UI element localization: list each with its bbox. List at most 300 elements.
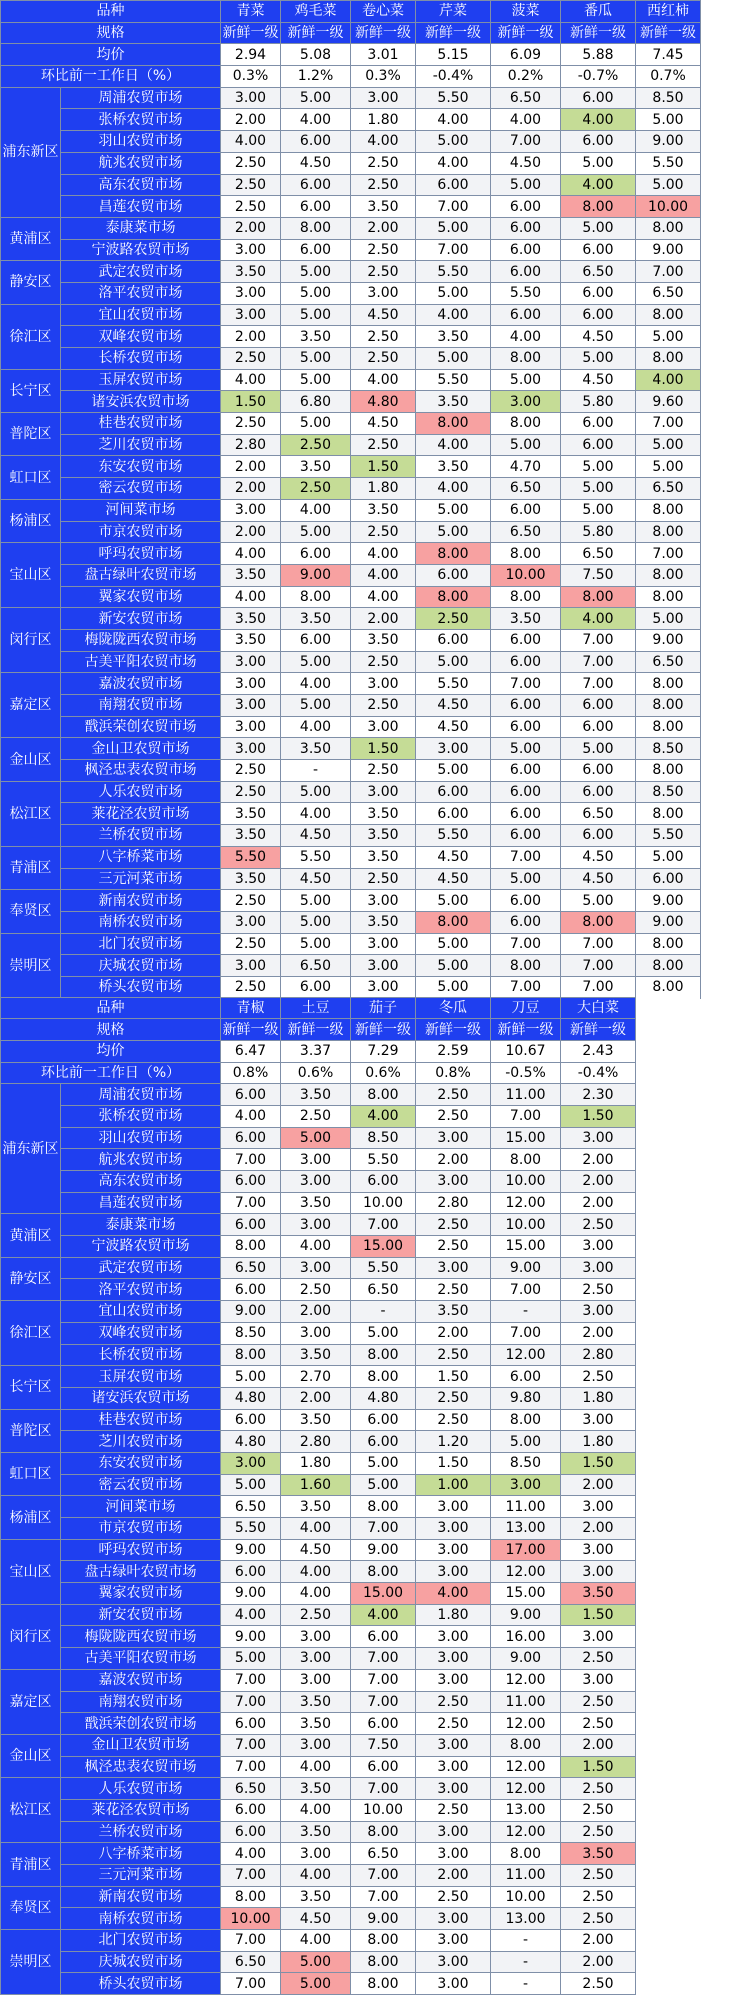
district-name: 徐汇区 <box>1 304 61 369</box>
price-cell: 6.00 <box>221 1799 281 1821</box>
price-cell: 3.00 <box>416 1626 491 1648</box>
blank-cell <box>636 1561 701 1583</box>
spec-value: 新鲜一级 <box>416 1019 491 1041</box>
table-row <box>1 499 701 521</box>
price-cell: 8.00 <box>491 1149 561 1171</box>
price-cell: 5.50 <box>416 261 491 283</box>
blank-cell <box>636 1886 701 1908</box>
price-cell: 4.00 <box>351 586 416 608</box>
price-cell: 2.80 <box>221 434 281 456</box>
blank-cell <box>636 1821 701 1843</box>
price-cell: 8.00 <box>491 1409 561 1431</box>
item-name: 青菜 <box>221 1 281 23</box>
price-cell: 5.00 <box>561 152 636 174</box>
table-row <box>1 1930 701 1952</box>
price-cell: 9.00 <box>636 239 701 261</box>
price-cell: 4.00 <box>221 131 281 153</box>
price-cell: 7.00 <box>221 1192 281 1214</box>
price-cell: 1.50 <box>416 1366 491 1388</box>
price-cell: 4.50 <box>281 825 351 847</box>
price-cell: 1.80 <box>561 1387 636 1409</box>
price-cell: 17.00 <box>491 1539 561 1561</box>
blank-cell <box>636 1236 701 1258</box>
price-cell: 3.50 <box>281 1691 351 1713</box>
market-name: 东安农贸市场 <box>61 456 221 478</box>
market-name: 玉屏农贸市场 <box>61 369 221 391</box>
change-value: -0.4% <box>561 1062 636 1084</box>
price-cell: 7.00 <box>491 1322 561 1344</box>
price-cell: 12.00 <box>491 1821 561 1843</box>
price-cell: 8.00 <box>351 1951 416 1973</box>
price-cell: 6.00 <box>491 781 561 803</box>
price-cell: 3.00 <box>221 87 281 109</box>
price-cell: 7.00 <box>221 1149 281 1171</box>
price-cell: 3.50 <box>351 803 416 825</box>
spec-value: 新鲜一级 <box>221 22 281 44</box>
price-cell: 3.50 <box>416 391 491 413</box>
price-cell: 8.00 <box>416 586 491 608</box>
price-cell: 2.00 <box>561 1322 636 1344</box>
price-cell: 4.00 <box>281 1930 351 1952</box>
spec-value: 新鲜一级 <box>636 22 701 44</box>
market-name: 高东农贸市场 <box>61 1171 221 1193</box>
table-row <box>1 1387 701 1409</box>
price-cell: 6.00 <box>561 413 636 435</box>
table-row <box>1 1279 701 1301</box>
spec-value: 新鲜一级 <box>491 22 561 44</box>
table-row <box>1 1496 701 1518</box>
market-name: 枫泾忠表农贸市场 <box>61 1756 221 1778</box>
spec-value: 新鲜一级 <box>351 22 416 44</box>
price-cell: 11.00 <box>491 1865 561 1887</box>
price-cell: 3.00 <box>561 1539 636 1561</box>
price-cell: 6.00 <box>221 1821 281 1843</box>
price-cell: 9.00 <box>636 131 701 153</box>
price-cell: 3.50 <box>351 196 416 218</box>
price-cell: 2.50 <box>416 1713 491 1735</box>
table-row <box>1 1301 701 1323</box>
price-cell: 3.50 <box>221 608 281 630</box>
market-name: 戬浜荣创农贸市场 <box>61 716 221 738</box>
table-row <box>1 1366 701 1388</box>
price-cell: 2.50 <box>416 1387 491 1409</box>
market-name: 昌莲农贸市场 <box>61 196 221 218</box>
price-cell: 2.80 <box>281 1431 351 1453</box>
price-cell: 3.00 <box>416 1669 491 1691</box>
price-cell: 1.50 <box>561 1604 636 1626</box>
price-cell: 2.00 <box>561 1474 636 1496</box>
blank-cell <box>636 1626 701 1648</box>
table-row <box>1 586 701 608</box>
price-cell: 12.00 <box>491 1669 561 1691</box>
price-cell: 2.50 <box>416 1084 491 1106</box>
market-name: 昌莲农贸市场 <box>61 1192 221 1214</box>
price-cell: 2.50 <box>416 1886 491 1908</box>
market-name: 航兆农贸市场 <box>61 152 221 174</box>
price-cell: 4.80 <box>221 1431 281 1453</box>
price-cell: 3.50 <box>281 1496 351 1518</box>
table-row <box>1 781 701 803</box>
price-cell: 2.80 <box>561 1344 636 1366</box>
price-cell: 7.00 <box>351 1691 416 1713</box>
price-cell: 2.50 <box>221 196 281 218</box>
item-name: 青椒 <box>221 997 281 1019</box>
price-cell: 6.00 <box>561 131 636 153</box>
market-name: 高东农贸市场 <box>61 174 221 196</box>
blank-cell <box>636 997 701 1019</box>
price-cell: 3.00 <box>351 976 416 998</box>
item-name: 大白菜 <box>561 997 636 1019</box>
item-name: 土豆 <box>281 997 351 1019</box>
price-cell: 5.00 <box>281 87 351 109</box>
price-cell: 7.00 <box>561 955 636 977</box>
change-value: -0.7% <box>561 66 636 88</box>
price-cell: 6.00 <box>281 239 351 261</box>
price-cell: 4.00 <box>281 1236 351 1258</box>
price-cell: 3.00 <box>416 1734 491 1756</box>
price-cell: 5.00 <box>416 651 491 673</box>
price-cell: 8.00 <box>636 933 701 955</box>
market-name: 周浦农贸市场 <box>61 87 221 109</box>
price-cell: 5.00 <box>416 955 491 977</box>
price-cell: 8.00 <box>281 217 351 239</box>
price-cell: 8.00 <box>636 304 701 326</box>
table-row <box>1 326 701 348</box>
price-cell: 3.00 <box>221 911 281 933</box>
blank-cell <box>636 1843 701 1865</box>
price-cell: 7.50 <box>561 564 636 586</box>
price-cell: 3.50 <box>221 564 281 586</box>
price-cell: 5.80 <box>561 521 636 543</box>
price-cell: 6.00 <box>281 976 351 998</box>
price-cell: 6.50 <box>221 1778 281 1800</box>
price-cell: 5.00 <box>351 1322 416 1344</box>
price-cell: 6.00 <box>491 499 561 521</box>
price-cell: 2.50 <box>561 1973 636 1995</box>
spec-header: 规格 <box>1 22 221 44</box>
blank-cell <box>636 1387 701 1409</box>
price-cell: 9.00 <box>491 1648 561 1670</box>
price-cell: 5.00 <box>416 348 491 370</box>
price-cell: 4.00 <box>351 1105 416 1127</box>
price-cell: 4.00 <box>351 131 416 153</box>
market-name: 新安农贸市场 <box>61 608 221 630</box>
price-cell: 5.00 <box>281 521 351 543</box>
price-cell: 4.00 <box>561 174 636 196</box>
price-cell: 2.00 <box>561 1930 636 1952</box>
blank-cell <box>636 1908 701 1930</box>
price-cell: 8.00 <box>491 543 561 565</box>
price-cell: 8.00 <box>636 348 701 370</box>
table-row <box>1 1799 701 1821</box>
price-cell: 6.00 <box>221 1561 281 1583</box>
price-cell: 7.00 <box>561 673 636 695</box>
price-cell: 4.00 <box>281 1518 351 1540</box>
blank-cell <box>636 1366 701 1388</box>
price-cell: 8.00 <box>221 1344 281 1366</box>
price-cell: 6.00 <box>561 825 636 847</box>
price-cell: - <box>351 1301 416 1323</box>
change-value: 0.8% <box>221 1062 281 1084</box>
price-cell: 5.00 <box>416 131 491 153</box>
price-cell: 6.50 <box>281 955 351 977</box>
average-value: 10.67 <box>491 1040 561 1062</box>
price-cell: 3.00 <box>221 239 281 261</box>
table-row <box>1 521 701 543</box>
market-name: 洛平农贸市场 <box>61 282 221 304</box>
price-cell: 4.80 <box>351 391 416 413</box>
price-cell: 8.00 <box>561 196 636 218</box>
price-cell: 6.00 <box>351 1431 416 1453</box>
price-cell: 5.00 <box>416 976 491 998</box>
market-name: 北门农贸市场 <box>61 933 221 955</box>
market-name: 诸安浜农贸市场 <box>61 1387 221 1409</box>
average-value: 3.37 <box>281 1040 351 1062</box>
price-cell: 6.00 <box>281 174 351 196</box>
price-cell: 3.00 <box>221 955 281 977</box>
table-row <box>1 1713 701 1735</box>
price-cell: 3.50 <box>221 825 281 847</box>
price-cell: 3.50 <box>281 326 351 348</box>
price-cell: 8.00 <box>416 543 491 565</box>
price-cell: 8.00 <box>491 1734 561 1756</box>
price-cell: 2.50 <box>416 1214 491 1236</box>
market-name: 南翔农贸市场 <box>61 1691 221 1713</box>
price-cell: 3.00 <box>416 1518 491 1540</box>
price-cell: 2.50 <box>221 152 281 174</box>
table-row <box>1 1518 701 1540</box>
district-name: 奉贤区 <box>1 1886 61 1929</box>
price-cell: 5.00 <box>281 1127 351 1149</box>
table-row <box>1 564 701 586</box>
price-cell: 11.00 <box>491 1691 561 1713</box>
price-cell: 2.00 <box>561 1734 636 1756</box>
price-cell: 3.50 <box>281 1192 351 1214</box>
price-cell: 3.50 <box>351 846 416 868</box>
district-name: 杨浦区 <box>1 499 61 542</box>
market-name: 古美平阳农贸市场 <box>61 651 221 673</box>
price-cell: 15.00 <box>351 1236 416 1258</box>
market-name: 市京农贸市场 <box>61 1518 221 1540</box>
price-cell: 7.00 <box>491 976 561 998</box>
price-cell: 4.00 <box>221 369 281 391</box>
price-cell: 5.50 <box>351 1149 416 1171</box>
market-name: 桂巷农贸市场 <box>61 1409 221 1431</box>
price-cell: 4.50 <box>561 369 636 391</box>
table-row <box>1 716 701 738</box>
price-cell: 6.00 <box>416 174 491 196</box>
table-row <box>1 348 701 370</box>
price-cell: 9.00 <box>636 629 701 651</box>
price-cell: 2.00 <box>416 1865 491 1887</box>
price-cell: 3.00 <box>221 1452 281 1474</box>
price-cell: 3.00 <box>416 1843 491 1865</box>
price-cell: 5.00 <box>281 348 351 370</box>
table-row <box>1 760 701 782</box>
blank-cell <box>636 1778 701 1800</box>
district-name: 嘉定区 <box>1 673 61 738</box>
spec-value: 新鲜一级 <box>351 1019 416 1041</box>
market-name: 羽山农贸市场 <box>61 1127 221 1149</box>
market-name: 市京农贸市场 <box>61 521 221 543</box>
price-cell: - <box>491 1930 561 1952</box>
price-cell: 7.00 <box>221 1756 281 1778</box>
table-row <box>1 1105 701 1127</box>
price-cell: 2.50 <box>351 760 416 782</box>
price-cell: 3.00 <box>281 1626 351 1648</box>
price-cell: 5.50 <box>221 846 281 868</box>
price-cell: 3.00 <box>221 716 281 738</box>
price-cell: 8.00 <box>636 695 701 717</box>
price-cell: 3.50 <box>281 1713 351 1735</box>
price-cell: 6.00 <box>491 651 561 673</box>
price-cell: 6.00 <box>351 1409 416 1431</box>
district-name: 静安区 <box>1 261 61 304</box>
price-cell: 6.00 <box>221 1127 281 1149</box>
blank-cell <box>636 1865 701 1887</box>
table-row <box>1 1908 701 1930</box>
price-cell: 1.60 <box>281 1474 351 1496</box>
price-cell: 7.00 <box>491 673 561 695</box>
price-cell: 3.50 <box>416 456 491 478</box>
table-row <box>1 1149 701 1171</box>
price-cell: 3.00 <box>221 304 281 326</box>
price-cell: 12.00 <box>491 1561 561 1583</box>
price-cell: 7.00 <box>636 413 701 435</box>
price-cell: 6.50 <box>561 261 636 283</box>
price-cell: 3.00 <box>281 1648 351 1670</box>
price-cell: 9.00 <box>351 1539 416 1561</box>
district-name: 普陀区 <box>1 413 61 456</box>
price-cell: 7.00 <box>491 1279 561 1301</box>
blank-cell <box>636 1518 701 1540</box>
price-cell: 5.00 <box>281 781 351 803</box>
price-cell: 7.00 <box>561 976 636 998</box>
market-name: 三元河菜市场 <box>61 868 221 890</box>
table-row <box>1 1626 701 1648</box>
price-cell: 5.00 <box>491 868 561 890</box>
district-name: 松江区 <box>1 781 61 846</box>
district-name: 黄浦区 <box>1 217 61 260</box>
price-cell: 5.00 <box>221 1648 281 1670</box>
price-cell: 3.00 <box>416 1127 491 1149</box>
blank-cell <box>636 1084 701 1106</box>
spec-value: 新鲜一级 <box>281 1019 351 1041</box>
price-cell: 4.00 <box>491 326 561 348</box>
price-cell: 2.70 <box>281 1366 351 1388</box>
price-cell: 4.70 <box>491 456 561 478</box>
table-row <box>1 1669 701 1691</box>
market-name: 玉屏农贸市场 <box>61 1366 221 1388</box>
price-cell: 2.00 <box>221 217 281 239</box>
price-cell: 5.00 <box>281 1951 351 1973</box>
price-cell: 2.50 <box>221 933 281 955</box>
district-name: 长宁区 <box>1 369 61 412</box>
spec-value: 新鲜一级 <box>561 22 636 44</box>
price-cell: 4.00 <box>281 109 351 131</box>
price-cell: 3.50 <box>416 326 491 348</box>
price-cell: 3.50 <box>281 1344 351 1366</box>
price-cell: 6.50 <box>636 282 701 304</box>
market-name: 泰康菜市场 <box>61 1214 221 1236</box>
market-name: 张桥农贸市场 <box>61 1105 221 1127</box>
district-name: 奉贤区 <box>1 890 61 933</box>
price-cell: 5.50 <box>416 87 491 109</box>
market-name: 密云农贸市场 <box>61 1474 221 1496</box>
market-name: 兰桥农贸市场 <box>61 1821 221 1843</box>
price-cell: 6.50 <box>221 1257 281 1279</box>
district-name: 宝山区 <box>1 1539 61 1604</box>
price-cell: 3.00 <box>351 955 416 977</box>
price-cell: 4.00 <box>561 109 636 131</box>
price-cell: 2.50 <box>561 1279 636 1301</box>
price-cell: 6.00 <box>491 261 561 283</box>
market-name: 翼家农贸市场 <box>61 1583 221 1605</box>
price-cell: 2.50 <box>221 348 281 370</box>
price-cell: 6.00 <box>221 1084 281 1106</box>
price-cell: 3.50 <box>281 1084 351 1106</box>
price-cell: 10.00 <box>351 1799 416 1821</box>
market-name: 芝川农贸市场 <box>61 434 221 456</box>
average-value: 5.08 <box>281 44 351 66</box>
price-cell: 8.00 <box>416 413 491 435</box>
table-row <box>1 109 701 131</box>
price-cell: 6.00 <box>491 217 561 239</box>
price-cell: 6.00 <box>281 543 351 565</box>
market-name: 新南农贸市场 <box>61 890 221 912</box>
price-cell: 9.00 <box>221 1301 281 1323</box>
price-cell: 10.00 <box>491 1214 561 1236</box>
price-cell: 2.00 <box>221 478 281 500</box>
district-name: 金山区 <box>1 1734 61 1777</box>
price-cell: 6.00 <box>491 911 561 933</box>
price-cell: 2.50 <box>351 326 416 348</box>
district-name: 崇明区 <box>1 933 61 998</box>
price-cell: 3.00 <box>416 1908 491 1930</box>
price-cell: 3.00 <box>416 1257 491 1279</box>
price-cell: 6.00 <box>561 716 636 738</box>
market-name: 枫泾忠表农贸市场 <box>61 760 221 782</box>
price-cell: 4.00 <box>281 803 351 825</box>
table-row <box>1 846 701 868</box>
table-row <box>1 629 701 651</box>
price-cell: 7.00 <box>491 1105 561 1127</box>
price-cell: 3.00 <box>351 716 416 738</box>
price-cell: 6.00 <box>416 629 491 651</box>
spec-value: 新鲜一级 <box>491 1019 561 1041</box>
price-table-1 <box>0 0 701 999</box>
price-cell: 5.00 <box>416 521 491 543</box>
price-cell: 4.00 <box>281 1583 351 1605</box>
price-cell: 6.50 <box>561 543 636 565</box>
price-cell: 5.00 <box>351 1474 416 1496</box>
price-cell: 13.00 <box>491 1518 561 1540</box>
table-row <box>1 976 701 998</box>
price-cell: 2.50 <box>351 434 416 456</box>
market-name: 盘古绿叶农贸市场 <box>61 1561 221 1583</box>
price-cell: 6.00 <box>351 1626 416 1648</box>
price-cell: 5.00 <box>281 369 351 391</box>
price-cell: 6.00 <box>491 239 561 261</box>
market-name: 新安农贸市场 <box>61 1604 221 1626</box>
price-cell: 8.00 <box>636 760 701 782</box>
price-cell: 8.00 <box>221 1886 281 1908</box>
market-name: 金山卫农贸市场 <box>61 1734 221 1756</box>
price-cell: 8.50 <box>221 1322 281 1344</box>
price-cell: 5.80 <box>561 391 636 413</box>
price-cell: 10.00 <box>491 1171 561 1193</box>
price-cell: 3.50 <box>281 1409 351 1431</box>
